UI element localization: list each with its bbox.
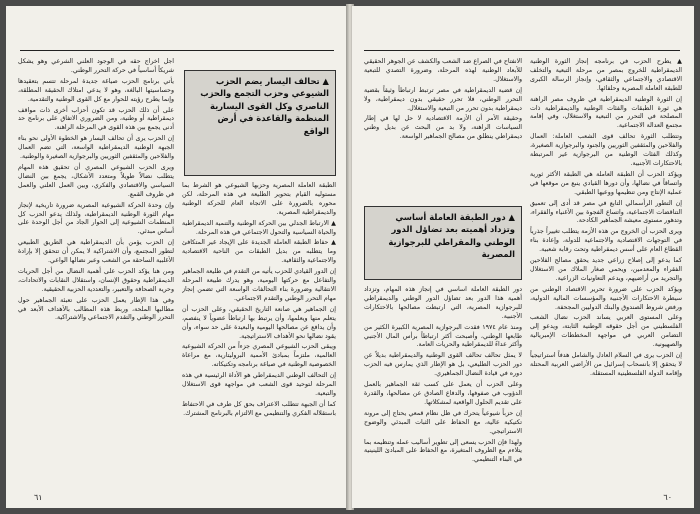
paragraph: كما يدعو إلى إصلاح زراعي جديد يحقق مصالح الفلاحين الفقراء والمعدمين، ويحمي صغار الملاك من الاستغلال والتجريد من أراضيهم، ويدعم التعاونيات الزراعية. bbox=[530, 257, 682, 282]
callout-box-left bbox=[184, 70, 336, 176]
column-left-top bbox=[364, 58, 522, 200]
paragraph: يأتي برنامج الحزب صياغة جديدة لمرحلة تتسم بتعقيدها وحساسيتها البالغة، وهو لا يدعي امتلاك الحقيقة المطلقة، وإنما يطرح رؤيته للحوار مع كل القوى الوطنية والتقدمية. bbox=[18, 77, 174, 103]
paragraph: دور الطبقة العاملة أساسي في إنجاز هذه المهام، وتزداد أهمية هذا الدور بعد تضاؤل الدور الوطني والديمقراطي للبرجوازية المصرية، التي ارتبطت مصالحها بالاحتكارات الأجنبية. bbox=[364, 286, 522, 320]
paragraph: وعلى المستوى العربي يساند الحزب نضال الشعب الفلسطيني من أجل حقوقه الوطنية الثابتة، ويدعو إلى التضامن العربي في مواجهة المخططات الإمبريالية والصهيونية. bbox=[530, 314, 682, 349]
page-number: ٦٠ bbox=[663, 493, 672, 502]
paragraph: ▲ حفاظ الطبقة العاملة الجديدة على الإيجاد غير المتكافئ وما يتطلبه من بديل الطبقات من الناحية الاقتصادية والاجتماعية والثقافية. bbox=[182, 239, 336, 265]
callout-text: ▲ تحالف اليسار يضم الحزب الشيوعي وحزب التجمع والحزب الناصري وكل القوى اليسارية المنظمة والقاعدة في أرض الواقع bbox=[200, 76, 329, 136]
paragraph: إن قضية الديمقراطية في مصر ترتبط ارتباطاً وثيقاً بقضية التحرر الوطني، فلا تحرر حقيقي بدون ديمقراطية، ولا ديمقراطية بدون تحرر من التبعية والاستغلال. bbox=[364, 86, 522, 112]
header-rule bbox=[20, 50, 334, 51]
page-60 bbox=[352, 6, 694, 508]
paragraph: ▲ الارتباط الجدلي بين الحركة الوطنية والتنمية الديمقراطية والحياة السياسية والتحول الاجتماعي في هذه المرحلة. bbox=[182, 219, 336, 236]
paragraph: أجل اخراج حقه في الوجود العلني الشرعي وهو يشكل شريكاً أساسياً في حركة التحرر الوطني. bbox=[18, 58, 174, 74]
paragraph: وحقيقة الأمر أن الأزمة الاقتصادية لا حل لها في إطار السياسات الراهنة، ولا بد من البحث عن بديل وطني ديمقراطي ينطلق من مصالح الجماهير الواسعة. bbox=[364, 115, 522, 141]
paragraph: ويؤكد الحزب أن الطبقة العاملة هي الطبقة الأكثر ثورية واتساقاً في نضالها، وأن دورها القيادي ينبع من موقعها في عملية الإنتاج ومن تنظيمها ووعيها الطبقي. bbox=[530, 170, 682, 196]
callout-text: ▲ دور الطبقة العاملة أساسي وتزداد أهميته بعد تضاؤل الدور الوطني والمقراطي للبرجوازية المصرية bbox=[388, 212, 515, 260]
callout-box-right bbox=[364, 206, 522, 280]
paragraph: ويرى الحزب أن الخروج من هذه الأزمة يتطلب تغييراً جذرياً في التوجهات الاقتصادية والاجتماعية للدولة، وإعادة بناء القطاع العام على أسس ديمقراطية وتحت رقابة شعبية. bbox=[530, 228, 682, 254]
paragraph: ▲ يطرح الحزب في برنامجه إنجاز الثورة الوطنية الديمقراطية للخروج بمصر من مرحلة التبعية والتخلف الاقتصادي والاجتماعي والثقافي، وإنجاز الرسالة الكبرى للطبقة العاملة المصرية وحلفائها. bbox=[530, 58, 682, 92]
paragraph: وتتطلب الثورة تحالف قوى الشعب العاملة: العمال والفلاحين والمثقفين الثوريين والجنود والبرجوازية الصغيرة، وكذلك الفئات الوطنية من البرجوازية غير المرتبطة بالاحتكارات الأجنبية. bbox=[530, 133, 682, 167]
column-right bbox=[530, 58, 682, 492]
paragraph: لا يمثل تحالف تحالف القوى الوطنية والديمقراطية بديلاً عن دور الحزب الطليعي، بل هو الإطار الذي يمارس فيه الحزب دوره في قيادة النضال الجماهيري. bbox=[364, 352, 522, 378]
page-61 bbox=[6, 6, 348, 508]
paragraph: إن الحزب يؤمن بأن الديمقراطية هي الطريق الطبيعي لتطور المجتمع، وأن الاشتراكية لا يمكن أن تتحقق إلا بإرادة الأغلبية الساحقة من الشعب وعبر نضالها الواعي. bbox=[18, 239, 174, 265]
paragraph: ومنذ عام ١٩٧٤ فقدت البرجوازية المصرية الكبيرة الكثير من طابعها الوطني، وأصبحت أكثر ارتباطاً برأس المال الأجنبي وأكثر عداءً للديمقراطية والحريات العامة. bbox=[364, 323, 522, 349]
column-left bbox=[18, 58, 174, 492]
header-rule bbox=[364, 50, 680, 51]
paragraph: وفي هذا الإطار يعمل الحزب على تعبئة الجماهير حول مطالبها الملحة، وربط هذه المطالب بالأهداف الأبعد في التحرر الوطني والتقدم الاجتماعي والاشتراكية. bbox=[18, 296, 174, 322]
paragraph: ويؤكد الحزب على ضرورة تحرير الاقتصاد الوطني من سيطرة الاحتكارات الأجنبية والمؤسسات المالية الدولية، ورفض شروط الصندوق والبنك الدوليين المجحفة. bbox=[530, 285, 682, 311]
paragraph: إن الحزب يرى في السلام العادل والشامل هدفاً استراتيجياً لا يتحقق إلا بانسحاب إسرائيل من الأراضي العربية المحتلة وإقامة الدولة الفلسطينية المستقلة. bbox=[530, 352, 682, 377]
paragraph: ولهذا فإن الحزب يسعى إلى تطوير أساليب عمله وتنظيمه بما يتلاءم مع الظروف المتغيرة، مع الحفاظ على المبادئ اللينينية في البناء التنظيمي. bbox=[364, 438, 522, 464]
paragraph: وإن وحدة الحركة الشيوعية المصرية ضرورة تاريخية لإنجاز مهام الثورة الوطنية الديمقراطية، ولذلك يدعو الحزب كل المنظمات الشيوعية إلى الحوار الجاد من أجل الوحدة على أساس مبدئي. bbox=[18, 201, 174, 236]
paragraph: ومن هنا يؤكد الحزب على أهمية النضال من أجل الحريات الديمقراطية وحقوق الإنسان، واستقلال النقابات والاتحادات، وحرية الصحافة والتعبير، والتعددية الحزبية الحقيقية. bbox=[18, 267, 174, 293]
paragraph: إن التحالف الوطني الديمقراطي هو الأداة الرئيسية في هذه المرحلة لتوحيد قوى الشعب في مواجهة قوى الاستغلال والتبعية. bbox=[182, 372, 336, 397]
paragraph: ويبقى الحزب الشيوعي المصري جزءاً من الحركة الشيوعية العالمية، ملتزماً بمبادئ الأممية البروليتارية، مع مراعاة الخصوصية الوطنية في صياغة برنامجه وتكتيكاته. bbox=[182, 343, 336, 369]
paragraph: إن حزباً شيوعياً يتحرك في ظل نظام قمعي يحتاج إلى مرونة تكتيكية عالية، مع الحفاظ على الثبات المبدئي والوضوح الاستراتيجي. bbox=[364, 409, 522, 435]
paragraph: إن الدور القيادي للحزب يأتيه من التقدم في طليعة الجماهير والتفاعل مع حركتها اليومية، وهو يدرك طبيعة المرحلة الانتقالية وضرورة بناء التحالفات الواسعة التي تضمن إنجاز مهام التحرر الوطني والتقدم الاجتماعي. bbox=[182, 268, 336, 302]
paragraph: الطبقة العاملة المصرية وحزبها الشيوعي هو الشرط بما مستوليه القيام بتحوير الطليعة في هذه المرحلة، لكن محوره بالضرورة على الاتجاه العام للحركة الوطنية والديمقراطية المصرية. bbox=[182, 182, 336, 216]
paragraph: الانفتاح في الصراع ضد الشعب والكشف عن الجوهر الحقيقي للأبعاد الوطنية لهذه المرحلة، وضرورة التصدي للتبعية والاستغلال. bbox=[364, 58, 522, 83]
page-number: ٦١ bbox=[34, 493, 43, 502]
paragraph: إن الثورة الوطنية الديمقراطية في ظروف مصر الراهنة هي ثورة الطبقات والفئات الوطنية والديمقراطية ذات المصلحة في التحرر من التبعية والاستغلال، وفي إقامة مجتمع العدالة الاجتماعية. bbox=[530, 95, 682, 130]
column-left-bottom bbox=[364, 286, 522, 492]
paragraph: ويرى الحزب الشيوعي المصري أن تحقيق هذه المهام يتطلب نضالاً طويلاً ومتعدد الأشكال، يجمع بين النضال السياسي والاقتصادي والفكري، وبين العمل العلني والعمل في ظروف القمع. bbox=[18, 163, 174, 198]
paragraph: إن الجماهير هي صانعة التاريخ الحقيقي، وعلى الحزب أن يتعلم منها ويعلمها، وأن يرتبط بها ارتباطاً عضوياً لا ينفصم، وأن يدافع عن مصالحها اليومية والبعيدة على حد سواء، وأن يقود نضالها نحو الأهداف الاستراتيجية. bbox=[182, 305, 336, 340]
paragraph: على أن ذلك الحزب قد تكون أحزاب أخرى ذات مواقف ديمقراطية أو وطنية، ومن الضروري الاتفاق على برنامج حد أدنى يجمع بين هذه القوى في المرحلة الراهنة. bbox=[18, 106, 174, 132]
paragraph: إن الحزب يرى أن تحالف اليسار هو الخطوة الأولى نحو بناء الجبهة الوطنية الديمقراطية الواسعة، التي تضم العمال والفلاحين والمثقفين الثوريين والبرجوازية الصغيرة والوطنية. bbox=[18, 135, 174, 161]
paragraph: كما أن الجبهة تتطلب الاعتراف بحق كل طرف في الاحتفاظ باستقلاله الفكري والتنظيمي مع الالتزام بالبرنامج المشترك. bbox=[182, 400, 336, 417]
paragraph: وعلى الحزب أن يعمل على كسب ثقة الجماهير بالعمل الدؤوب في صفوفها، والدفاع الصادق عن مصالحها، والقدرة على تقديم الحلول الواقعية لمشكلاتها. bbox=[364, 381, 522, 406]
paragraph: إن التطور الرأسمالي التابع في مصر قد أدى إلى تعميق التناقضات الاجتماعية، واتساع الفجوة بين الأغنياء والفقراء، وتدهور مستوى معيشة الجماهير الكادحة. bbox=[530, 199, 682, 225]
column-right bbox=[182, 182, 336, 492]
